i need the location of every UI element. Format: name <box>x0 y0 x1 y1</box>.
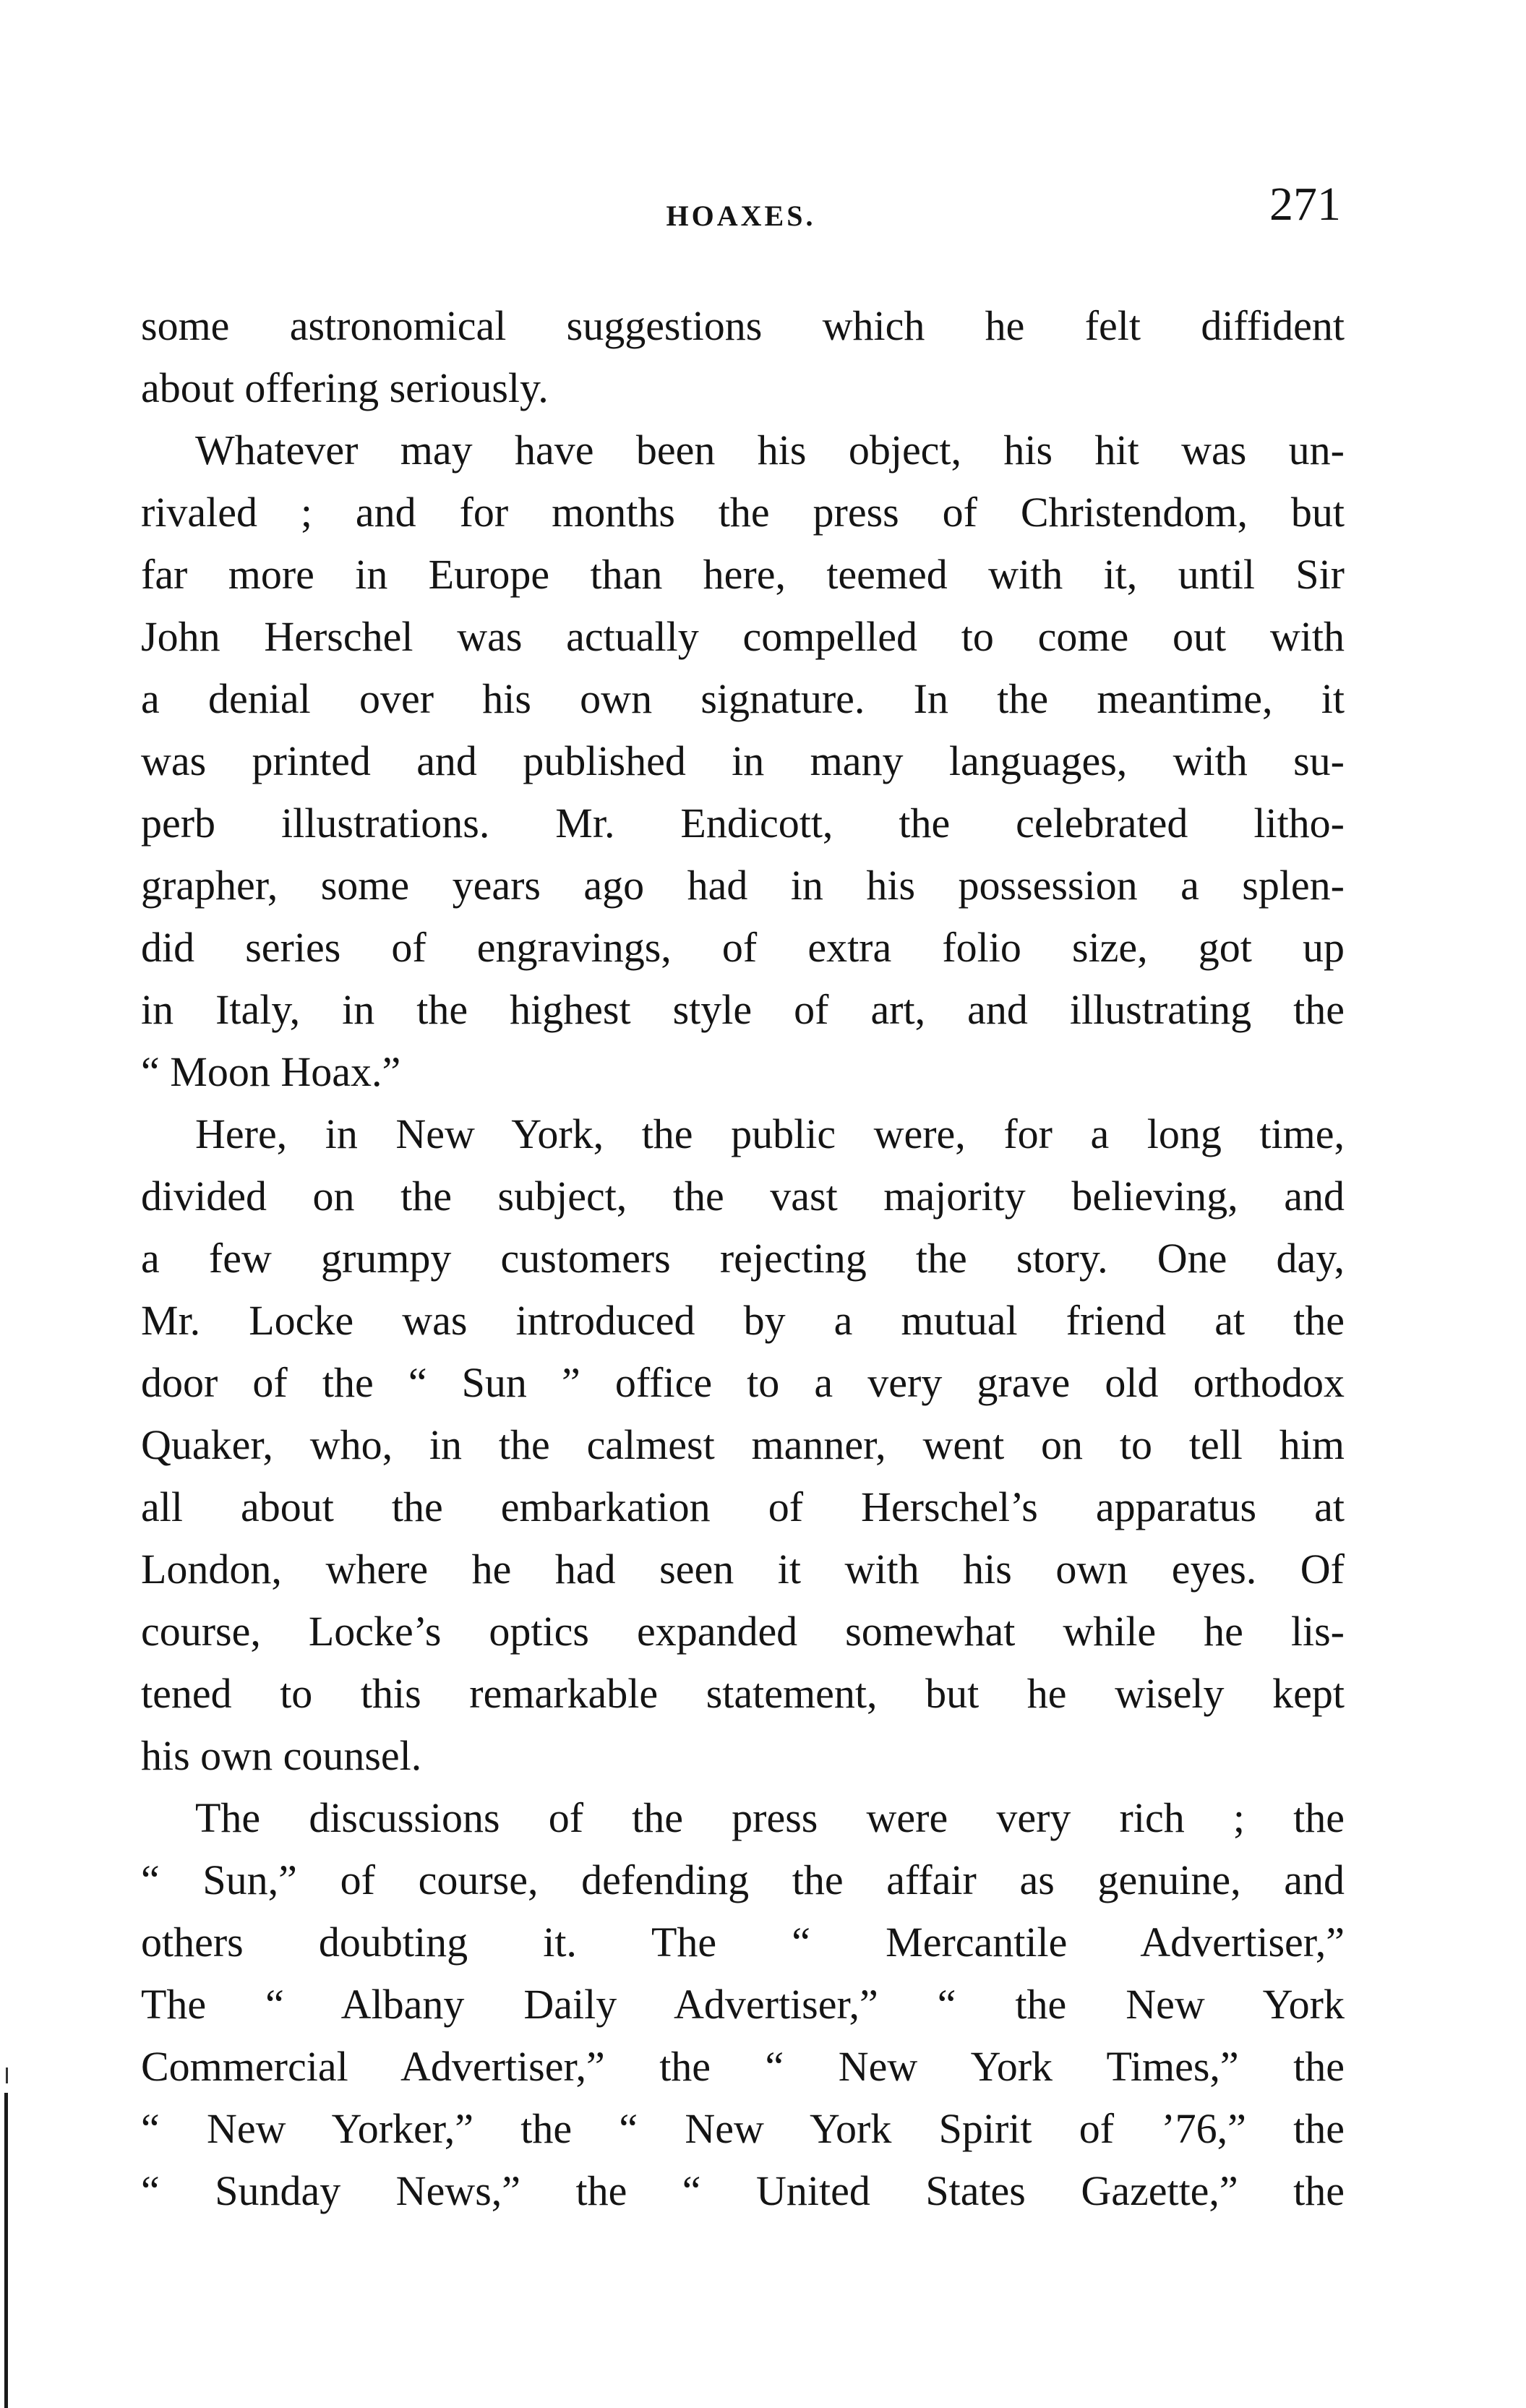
text-line: about offering seriously. <box>141 364 549 411</box>
text-line: John Herschel was actually compelled to come out with <box>141 613 1345 660</box>
text-line: rivaled ; and for months the press of Christendom, but <box>141 489 1345 536</box>
text-line: grapher, some years ago had in his possession a splen- <box>141 862 1345 909</box>
running-head <box>141 177 1341 242</box>
text-line: in Italy, in the highest style of art, and illustrating the <box>141 986 1345 1033</box>
text-line: “ New Yorker,” the “ New York Spirit of ’76,” the <box>141 2105 1345 2152</box>
text-line: Commercial Advertiser,” the “ New York Times,” the <box>141 2043 1345 2090</box>
text-line: divided on the subject, the vast majority believing, and <box>141 1173 1345 1220</box>
text-line: Quaker, who, in the calmest manner, went on to tell him <box>141 1421 1345 1468</box>
body-text <box>141 295 1345 2222</box>
binding-tick <box>6 2068 8 2083</box>
text-line: a few grumpy customers rejecting the story. One day, <box>141 1235 1345 1282</box>
text-line: was printed and published in many languages, with su- <box>141 737 1345 784</box>
text-line: tened to this remarkable statement, but he wisely kept <box>141 1670 1345 1717</box>
text-line: some astronomical suggestions which he felt diffident <box>141 302 1345 349</box>
text-line: “ Moon Hoax.” <box>141 1048 401 1095</box>
text-line: Here, in New York, the public were, for a long time, <box>195 1110 1345 1157</box>
text-line: course, Locke’s optics expanded somewhat while he lis- <box>141 1608 1345 1655</box>
text-line: others doubting it. The “ Mercantile Advertiser,” <box>141 1919 1345 1966</box>
text-line: a denial over his own signature. In the meantime, it <box>141 675 1345 722</box>
text-line: did series of engravings, of extra folio size, got up <box>141 924 1345 971</box>
text-line: “ Sunday News,” the “ United States Gazette,” the <box>141 2167 1345 2214</box>
text-line: his own counsel. <box>141 1732 422 1779</box>
text-line: The “ Albany Daily Advertiser,” “ the New York <box>141 1981 1345 2028</box>
text-line: London, where he had seen it with his own eyes. Of <box>141 1546 1345 1593</box>
text-line: The discussions of the press were very rich ; the <box>195 1794 1345 1841</box>
text-line: “ Sun,” of course, defending the affair as genuine, and <box>141 1856 1345 1903</box>
binding-edge <box>4 2093 8 2408</box>
text-line: all about the embarkation of Herschel’s apparatus at <box>141 1483 1345 1530</box>
text-line: door of the “ Sun ” office to a very grave old orthodox <box>141 1359 1345 1406</box>
text-line: Whatever may have been his object, his hit was un- <box>195 427 1345 474</box>
text-line: Mr. Locke was introduced by a mutual friend at the <box>141 1297 1345 1344</box>
page-number: 271 <box>1269 178 1341 231</box>
text-line: perb illustrations. Mr. Endicott, the celebrated litho- <box>141 800 1345 847</box>
text-line: far more in Europe than here, teemed with it, until Sir <box>141 551 1345 598</box>
running-title: HOAXES. <box>666 200 816 232</box>
